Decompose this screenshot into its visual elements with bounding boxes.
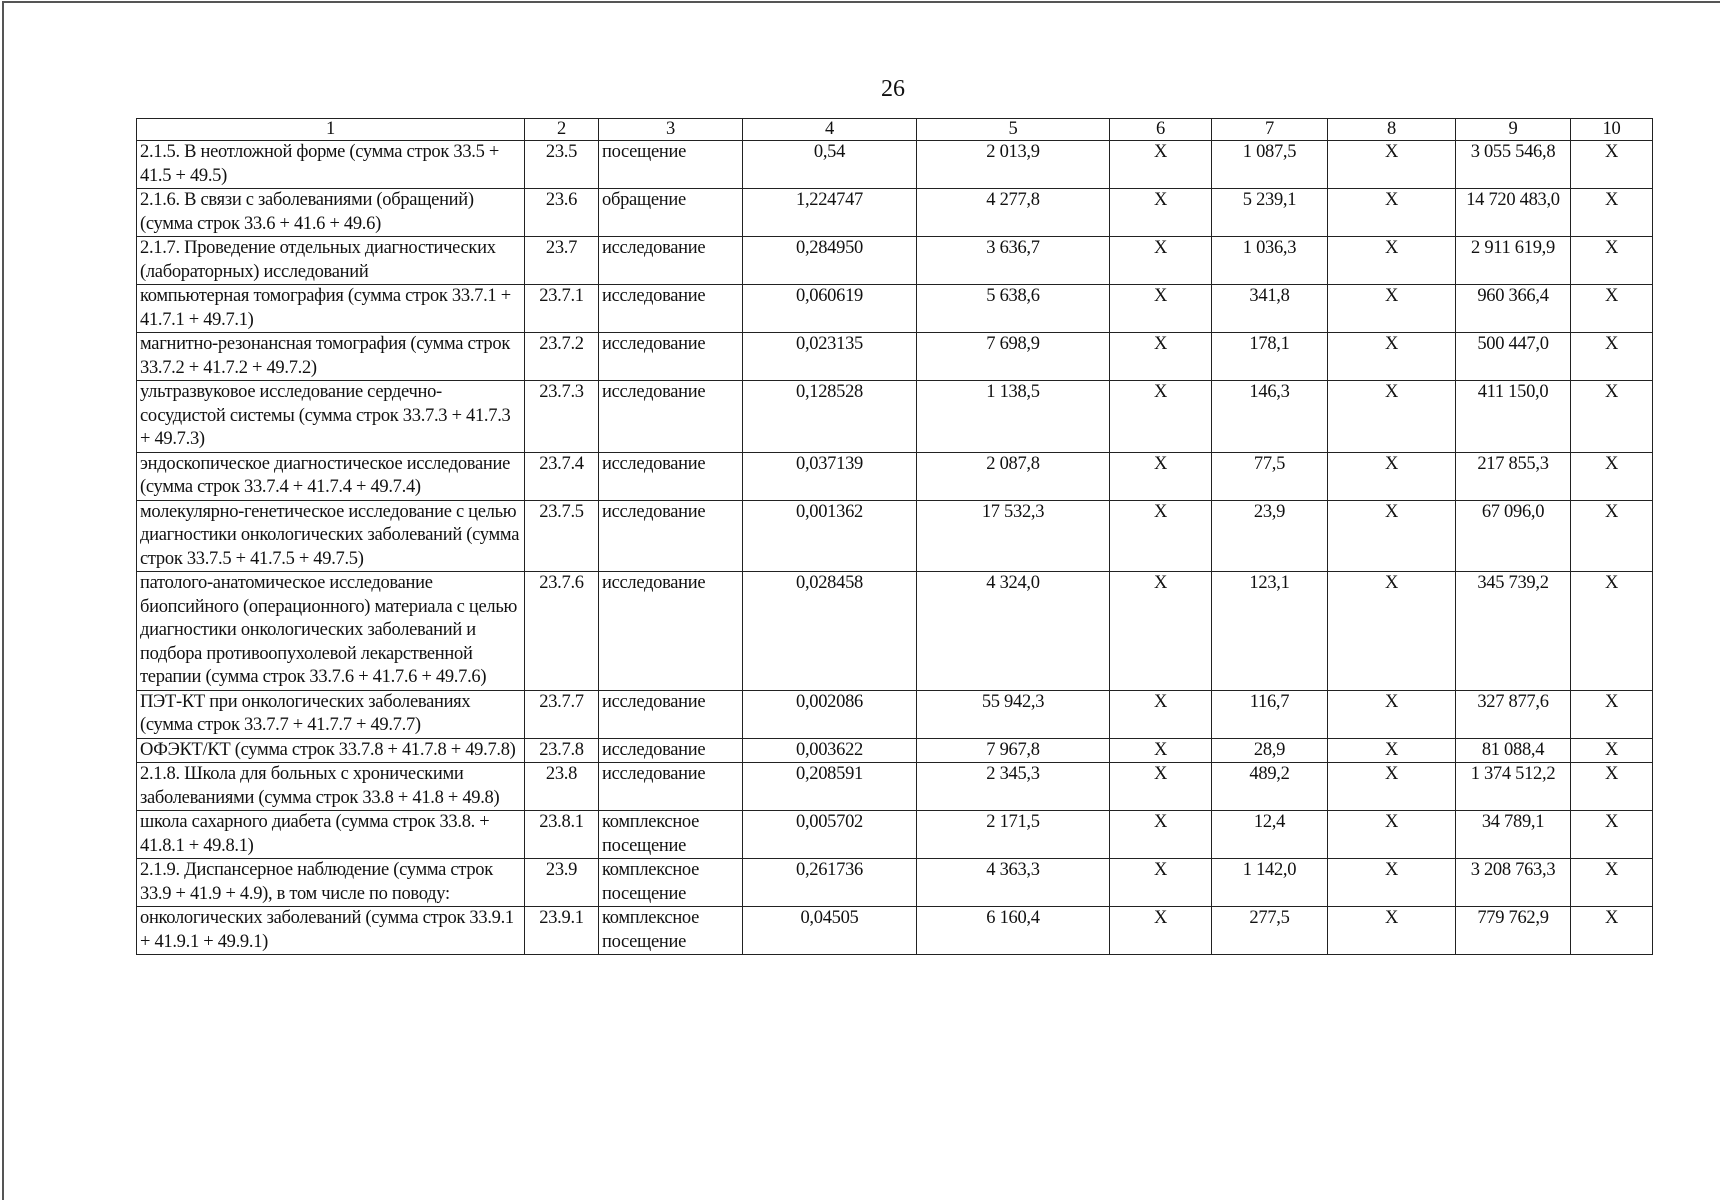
per-capita-value: 116,7 [1212,690,1328,738]
col6-value: X [1110,859,1212,907]
unit: посещение [599,141,743,189]
table-row [137,500,1653,572]
total-value: 2 911 619,9 [1456,237,1571,285]
total-value: 67 096,0 [1456,500,1571,572]
col8-value: X [1328,859,1456,907]
row-label: магнитно-резонансная томография (сумма строк 33.7.2 + 41.7.2 + 49.7.2) [137,333,525,381]
col8-value: X [1328,738,1456,763]
row-code: 23.7.7 [525,690,599,738]
total-value: 960 366,4 [1456,285,1571,333]
row-code: 23.7.6 [525,572,599,691]
row-code: 23.7.5 [525,500,599,572]
row-code: 23.9.1 [525,907,599,955]
unit: исследование [599,285,743,333]
total-value: 3 208 763,3 [1456,859,1571,907]
col10-value: X [1571,285,1653,333]
scan-edge-top [4,1,1720,3]
col8-value: X [1328,690,1456,738]
volume-norm: 0,284950 [743,237,917,285]
per-capita-value: 123,1 [1212,572,1328,691]
total-value: 411 150,0 [1456,381,1571,453]
table-row [137,572,1653,691]
per-capita-value: 341,8 [1212,285,1328,333]
cost-norm: 1 138,5 [917,381,1110,453]
table-row [137,237,1653,285]
row-label: эндоскопическое диагностическое исследование (сумма строк 33.7.4 + 41.7.4 + 49.7.4) [137,452,525,500]
table-row [137,189,1653,237]
scan-edge-left [2,1,4,1200]
table-row [137,381,1653,453]
unit: комплексное посещение [599,859,743,907]
volume-norm: 0,002086 [743,690,917,738]
row-code: 23.9 [525,859,599,907]
row-label: 2.1.6. В связи с заболеваниями (обращений) (сумма строк 33.6 + 41.6 + 49.6) [137,189,525,237]
row-code: 23.7.1 [525,285,599,333]
row-code: 23.7.2 [525,333,599,381]
volume-norm: 0,261736 [743,859,917,907]
col8-value: X [1328,285,1456,333]
row-label: 2.1.5. В неотложной форме (сумма строк 33.5 + 41.5 + 49.5) [137,141,525,189]
unit: исследование [599,333,743,381]
table-row [137,859,1653,907]
unit: исследование [599,500,743,572]
col10-value: X [1571,859,1653,907]
col10-value: X [1571,690,1653,738]
table-row [137,763,1653,811]
col8-value: X [1328,907,1456,955]
page-number: 26 [881,76,905,102]
volume-norm: 0,128528 [743,381,917,453]
volume-norm: 0,04505 [743,907,917,955]
col10-value: X [1571,141,1653,189]
total-value: 779 762,9 [1456,907,1571,955]
per-capita-value: 5 239,1 [1212,189,1328,237]
col6-value: X [1110,285,1212,333]
col6-value: X [1110,141,1212,189]
volume-norm: 0,028458 [743,572,917,691]
unit: исследование [599,381,743,453]
row-label: 2.1.9. Диспансерное наблюдение (сумма строк 33.9 + 41.9 + 4.9), в том числе по поводу: [137,859,525,907]
col10-value: X [1571,763,1653,811]
row-label: патолого-анатомическое исследование биопсийного (операционного) материала с целью диагностики онкологических заболеваний и подбора противоопухолевой лекарственной терапии (сумма строк 33.7.6 + 41.7.6 + 49.7.6) [137,572,525,691]
col10-value: X [1571,381,1653,453]
unit: обращение [599,189,743,237]
col8-value: X [1328,141,1456,189]
cost-norm: 4 324,0 [917,572,1110,691]
row-code: 23.7.8 [525,738,599,763]
cost-norm: 3 636,7 [917,237,1110,285]
row-label: молекулярно-генетическое исследование с целью диагностики онкологических заболеваний (сумма строк 33.7.5 + 41.7.5 + 49.7.5) [137,500,525,572]
table-row [137,811,1653,859]
cost-norm: 5 638,6 [917,285,1110,333]
unit: исследование [599,763,743,811]
col10-value: X [1571,237,1653,285]
column-header: 7 [1212,119,1328,141]
column-header: 9 [1456,119,1571,141]
col8-value: X [1328,763,1456,811]
table-row [137,285,1653,333]
cost-norm: 17 532,3 [917,500,1110,572]
table-row [137,333,1653,381]
col6-value: X [1110,690,1212,738]
row-label: компьютерная томография (сумма строк 33.7.1 + 41.7.1 + 49.7.1) [137,285,525,333]
per-capita-value: 178,1 [1212,333,1328,381]
table-row [137,738,1653,763]
row-label: школа сахарного диабета (сумма строк 33.8. + 41.8.1 + 49.8.1) [137,811,525,859]
col6-value: X [1110,381,1212,453]
col10-value: X [1571,189,1653,237]
unit: исследование [599,738,743,763]
total-value: 500 447,0 [1456,333,1571,381]
cost-norm: 4 277,8 [917,189,1110,237]
col8-value: X [1328,500,1456,572]
col10-value: X [1571,500,1653,572]
column-header: 3 [599,119,743,141]
row-label: ультразвуковое исследование сердечно-сосудистой системы (сумма строк 33.7.3 + 41.7.3 + 49.7.3) [137,381,525,453]
col6-value: X [1110,500,1212,572]
volume-norm: 0,003622 [743,738,917,763]
col8-value: X [1328,572,1456,691]
col8-value: X [1328,452,1456,500]
col8-value: X [1328,381,1456,453]
row-label: 2.1.7. Проведение отдельных диагностических (лабораторных) исследований [137,237,525,285]
col10-value: X [1571,572,1653,691]
cost-norm: 6 160,4 [917,907,1110,955]
col6-value: X [1110,333,1212,381]
cost-norm: 7 698,9 [917,333,1110,381]
volume-norm: 0,001362 [743,500,917,572]
unit: комплексное посещение [599,811,743,859]
column-header: 6 [1110,119,1212,141]
data-table [136,118,1653,955]
col6-value: X [1110,907,1212,955]
total-value: 3 055 546,8 [1456,141,1571,189]
row-label: ОФЭКТ/КТ (сумма строк 33.7.8 + 41.7.8 + 49.7.8) [137,738,525,763]
unit: комплексное посещение [599,907,743,955]
per-capita-value: 146,3 [1212,381,1328,453]
per-capita-value: 23,9 [1212,500,1328,572]
row-code: 23.7.4 [525,452,599,500]
row-code: 23.6 [525,189,599,237]
cost-norm: 2 087,8 [917,452,1110,500]
col10-value: X [1571,811,1653,859]
table-row [137,690,1653,738]
volume-norm: 0,005702 [743,811,917,859]
cost-norm: 4 363,3 [917,859,1110,907]
total-value: 345 739,2 [1456,572,1571,691]
table-row [137,907,1653,955]
column-header: 1 [137,119,525,141]
unit: исследование [599,572,743,691]
col6-value: X [1110,811,1212,859]
total-value: 327 877,6 [1456,690,1571,738]
volume-norm: 0,060619 [743,285,917,333]
per-capita-value: 1 036,3 [1212,237,1328,285]
table-row [137,452,1653,500]
row-label: 2.1.8. Школа для больных с хроническими заболеваниями (сумма строк 33.8 + 41.8 + 49.8) [137,763,525,811]
total-value: 217 855,3 [1456,452,1571,500]
row-code: 23.5 [525,141,599,189]
col10-value: X [1571,738,1653,763]
column-header: 4 [743,119,917,141]
volume-norm: 1,224747 [743,189,917,237]
cost-norm: 2 013,9 [917,141,1110,189]
row-label: онкологических заболеваний (сумма строк 33.9.1 + 41.9.1 + 49.9.1) [137,907,525,955]
total-value: 1 374 512,2 [1456,763,1571,811]
column-header: 5 [917,119,1110,141]
total-value: 34 789,1 [1456,811,1571,859]
col6-value: X [1110,763,1212,811]
row-code: 23.8.1 [525,811,599,859]
per-capita-value: 12,4 [1212,811,1328,859]
row-code: 23.7.3 [525,381,599,453]
column-header: 8 [1328,119,1456,141]
per-capita-value: 77,5 [1212,452,1328,500]
cost-norm: 7 967,8 [917,738,1110,763]
col8-value: X [1328,237,1456,285]
unit: исследование [599,452,743,500]
row-label: ПЭТ-КТ при онкологических заболеваниях (сумма строк 33.7.7 + 41.7.7 + 49.7.7) [137,690,525,738]
col10-value: X [1571,452,1653,500]
per-capita-value: 489,2 [1212,763,1328,811]
per-capita-value: 28,9 [1212,738,1328,763]
unit: исследование [599,237,743,285]
volume-norm: 0,54 [743,141,917,189]
header-row [137,119,1653,141]
row-code: 23.7 [525,237,599,285]
col8-value: X [1328,333,1456,381]
table-body [137,141,1653,955]
col6-value: X [1110,452,1212,500]
volume-norm: 0,023135 [743,333,917,381]
volume-norm: 0,037139 [743,452,917,500]
col6-value: X [1110,237,1212,285]
per-capita-value: 1 142,0 [1212,859,1328,907]
col10-value: X [1571,333,1653,381]
cost-norm: 55 942,3 [917,690,1110,738]
cost-norm: 2 345,3 [917,763,1110,811]
table-row [137,141,1653,189]
column-header: 10 [1571,119,1653,141]
unit: исследование [599,690,743,738]
total-value: 14 720 483,0 [1456,189,1571,237]
col8-value: X [1328,811,1456,859]
per-capita-value: 277,5 [1212,907,1328,955]
col6-value: X [1110,572,1212,691]
col10-value: X [1571,907,1653,955]
row-code: 23.8 [525,763,599,811]
column-header: 2 [525,119,599,141]
per-capita-value: 1 087,5 [1212,141,1328,189]
total-value: 81 088,4 [1456,738,1571,763]
volume-norm: 0,208591 [743,763,917,811]
cost-norm: 2 171,5 [917,811,1110,859]
col6-value: X [1110,738,1212,763]
col6-value: X [1110,189,1212,237]
col8-value: X [1328,189,1456,237]
